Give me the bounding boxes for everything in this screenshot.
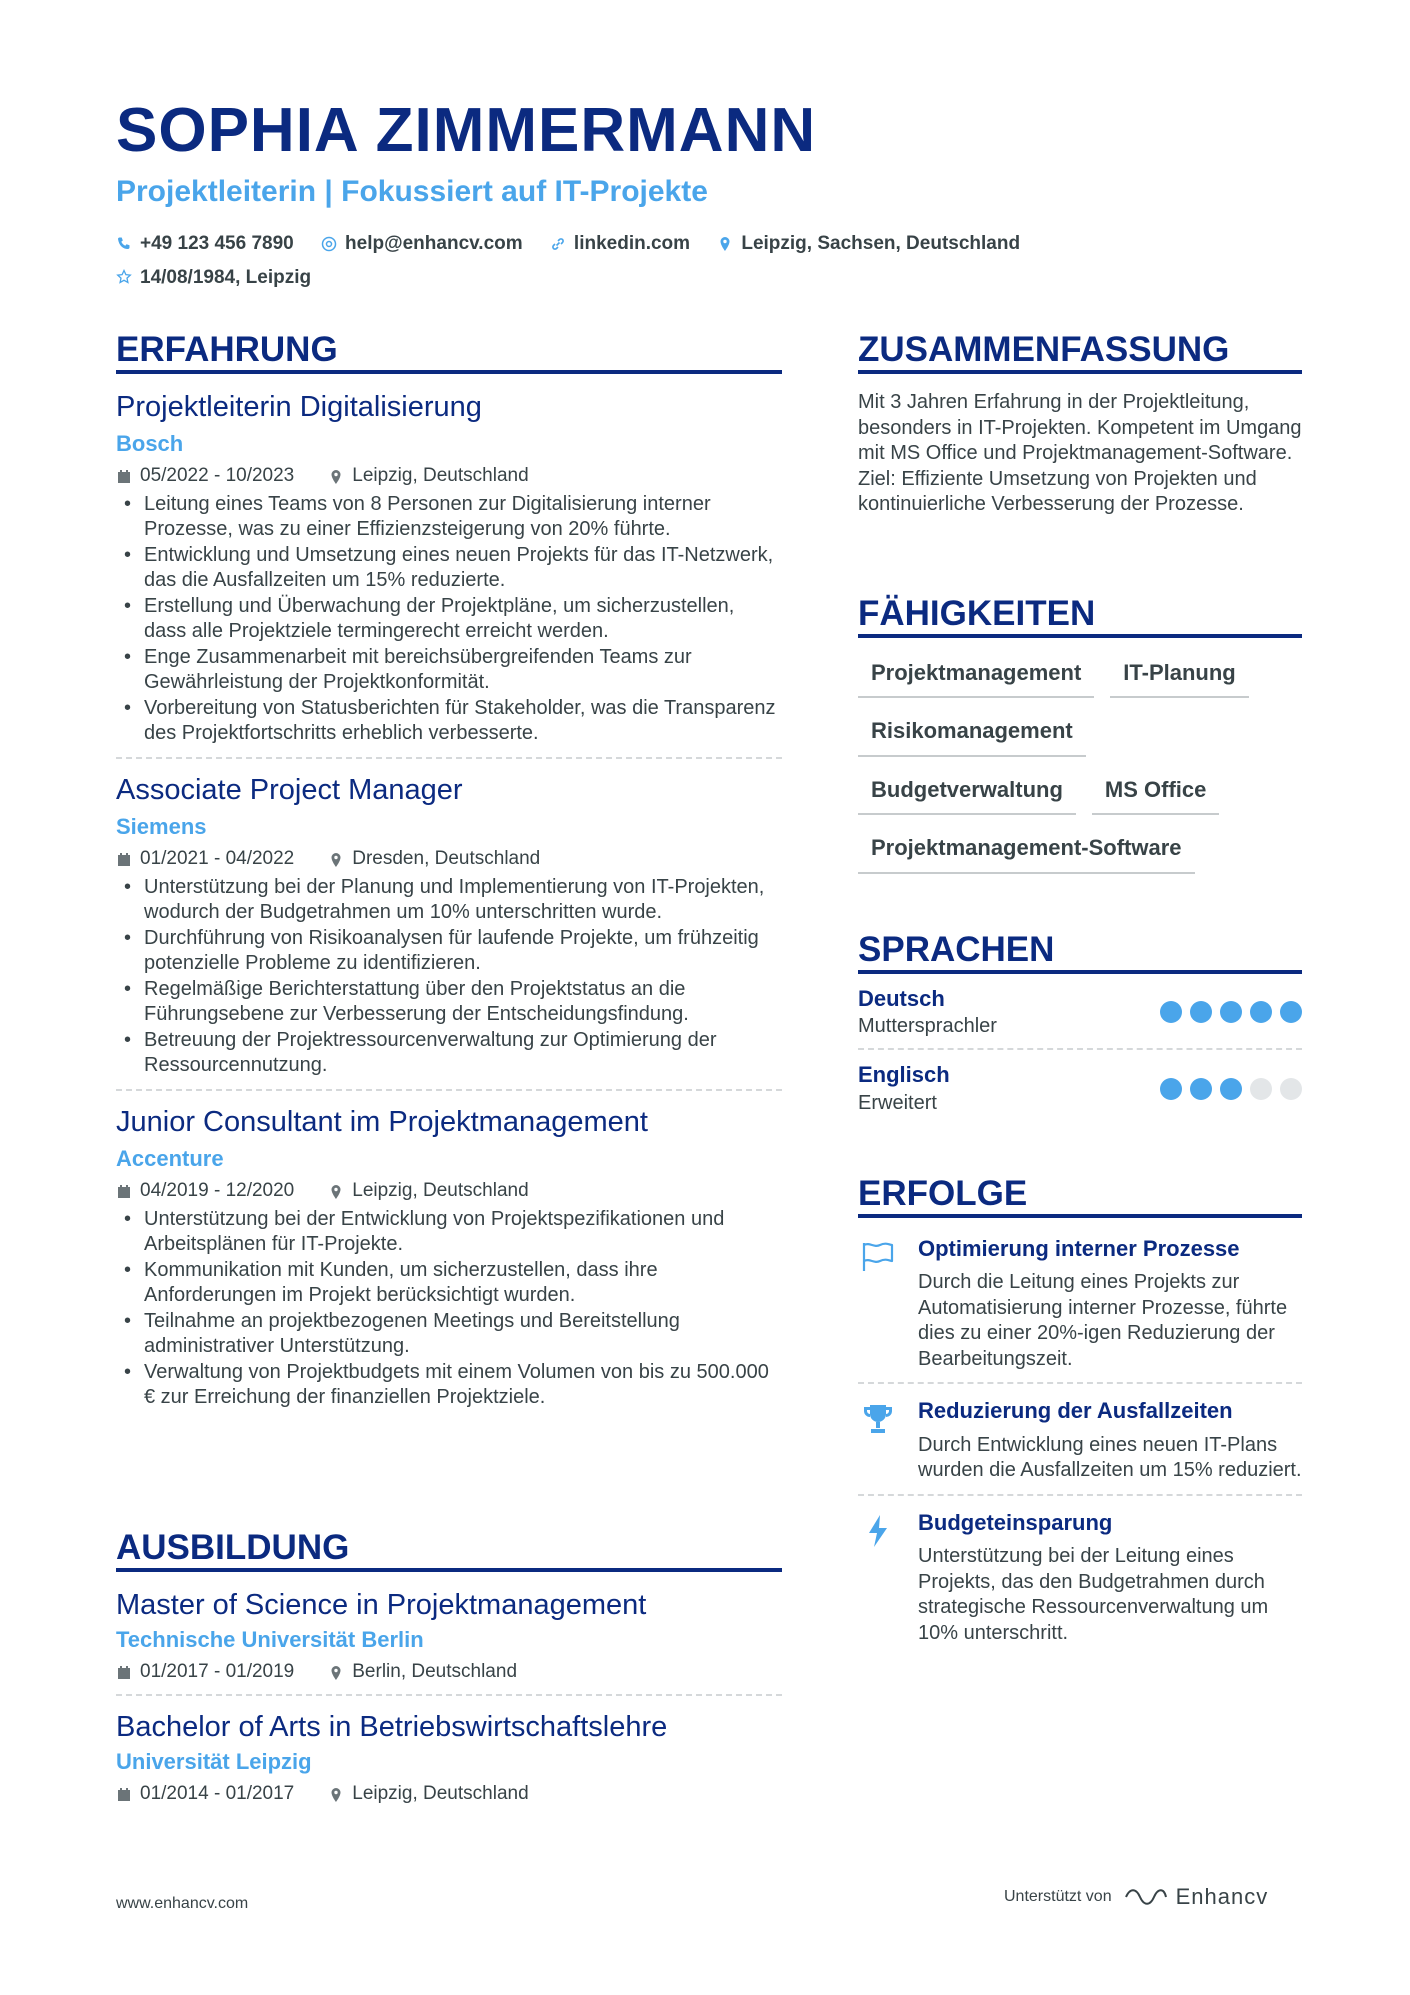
education-location: Leipzig, Deutschland — [352, 1783, 529, 1805]
section-rule — [858, 634, 1302, 638]
achievement-title: Budgeteinsparung — [918, 1509, 1113, 1535]
language-name: Deutsch — [858, 986, 945, 1011]
enhancv-logo-icon — [1124, 1884, 1168, 1910]
divider — [116, 757, 782, 759]
achievement-item — [858, 1510, 1302, 1646]
experience-section — [116, 390, 782, 1411]
bullet-item: • Verwaltung von Projektbudgets mit einem Volumen von bis zu 500.000 € zur Erreichung der finanziellen Projektziele. — [116, 1360, 782, 1411]
achievements-section — [858, 1236, 1302, 1646]
link-icon — [550, 236, 566, 252]
job-location: Leipzig, Deutschland — [352, 465, 529, 487]
bullet-item: • Betreuung der Projektressourcenverwaltung zur Optimierung der Ressourcennutzung. — [116, 1028, 782, 1079]
contact-email-text: help@enhancv.com — [345, 233, 523, 254]
calendar-icon — [116, 1787, 132, 1803]
divider — [858, 1494, 1302, 1496]
education-location: Berlin, Deutschland — [352, 1661, 518, 1683]
job-title: Associate Project Manager — [116, 773, 463, 806]
trophy-icon — [858, 1398, 898, 1483]
flag-icon — [858, 1236, 898, 1372]
school-name: Universität Leipzig — [116, 1748, 312, 1774]
contact-location-text: Leipzig, Sachsen, Deutschland — [741, 233, 1021, 254]
skill-tag: Projektmanagement-Software — [858, 831, 1195, 873]
experience-entry — [116, 1105, 782, 1411]
degree-title: Master of Science in Projektmanagement — [116, 1589, 647, 1621]
rating-dot-filled — [1220, 1078, 1242, 1100]
education-entry — [116, 1710, 782, 1806]
bullet-item: • Entwicklung und Umsetzung eines neuen Projekts für das IT-Netzwerk, das die Ausfallzeiten um 15% reduzierte. — [116, 543, 782, 594]
language-level: Erweitert — [858, 1091, 937, 1114]
rating-dot-filled — [1190, 1078, 1212, 1100]
education-meta — [116, 1661, 782, 1684]
rating-dot-empty — [1280, 1078, 1302, 1100]
job-meta — [116, 465, 782, 488]
education-section — [116, 1588, 782, 1806]
location-icon — [328, 1184, 344, 1200]
section-title-education: AUSBILDUNG — [116, 1528, 350, 1567]
bullet-item: • Erstellung und Überwachung der Projektpläne, um sicherzustellen, dass alle Projektziele termingerecht erreicht werden. — [116, 594, 782, 645]
location-icon — [328, 1665, 344, 1681]
bullet-item: • Teilnahme an projektbezogenen Meetings und Bereitstellung administrativer Unterstützung. — [116, 1309, 782, 1360]
language-rating — [1152, 1001, 1302, 1023]
rating-dot-filled — [1250, 1001, 1272, 1023]
phone-icon — [116, 236, 132, 252]
star-icon — [116, 269, 132, 285]
skill-tag: IT-Planung — [1110, 656, 1248, 698]
rating-dot-filled — [1190, 1001, 1212, 1023]
contact-birth — [116, 262, 311, 293]
bullet-item: • Vorbereitung von Statusberichten für Stakeholder, was die Transparenz des Projektfortschritts erheblich verbesserte. — [116, 696, 782, 747]
section-rule — [858, 970, 1302, 974]
language-item — [858, 986, 1302, 1038]
language-item — [858, 1062, 1302, 1114]
language-name: Englisch — [858, 1062, 950, 1088]
company-name: Bosch — [116, 430, 184, 456]
section-rule — [858, 1214, 1302, 1218]
section-rule — [116, 370, 782, 374]
experience-entry — [116, 773, 782, 1079]
rating-dot-empty — [1250, 1078, 1272, 1100]
achievement-title: Reduzierung der Ausfallzeiten — [918, 1398, 1233, 1424]
job-bullets — [116, 875, 782, 1079]
calendar-icon — [116, 1184, 132, 1200]
school-name: Technische Universität Berlin — [116, 1626, 424, 1652]
bullet-item: • Leitung eines Teams von 8 Personen zur Digitalisierung interner Prozesse, was zu einer Effizienzsteigerung von 20% führte. — [116, 492, 782, 543]
languages-section — [858, 986, 1302, 1115]
job-title: Junior Consultant im Projektmanagement — [116, 1105, 648, 1138]
education-dates: 01/2017 - 01/2019 — [140, 1661, 295, 1683]
footer-branding[interactable] — [1004, 1884, 1268, 1910]
contact-linkedin-text: linkedin.com — [573, 233, 691, 254]
footer-website[interactable]: www.enhancv.com — [116, 1895, 249, 1912]
bullet-item: • Kommunikation mit Kunden, um sicherzustellen, dass ihre Anforderungen im Projekt berücksichtigt wurden. — [116, 1258, 782, 1309]
company-name: Siemens — [116, 813, 207, 839]
calendar-icon — [116, 1665, 132, 1681]
job-dates: 01/2021 - 04/2022 — [140, 848, 295, 870]
skills-list — [858, 656, 1302, 890]
bullet-item: • Unterstützung bei der Entwicklung von Projektspezifikationen und Arbeitsplänen für IT-Projekte. — [116, 1207, 782, 1258]
lightning-icon — [858, 1510, 898, 1646]
headline: Projektleiterin | Fokussiert auf IT-Projekte — [116, 175, 708, 208]
job-dates: 05/2022 - 10/2023 — [140, 465, 295, 487]
summary-text: Mit 3 Jahren Erfahrung in der Projektleitung, besonders in IT-Projekten. Kompetent im Umgang mit MS Office und Projektmanagement-Software. Ziel: Effiziente Umsetzung von Projekten und kontinuierliche Verbesserung der Prozesse. — [858, 391, 1302, 515]
achievement-item — [858, 1236, 1302, 1372]
brand-name: Enhancv — [1175, 1884, 1269, 1909]
divider — [116, 1694, 782, 1696]
language-level: Muttersprachler — [858, 1015, 997, 1038]
powered-by-label: Unterstützt von — [1004, 1888, 1112, 1905]
contact-birth-text: 14/08/1984, Leipzig — [140, 266, 312, 288]
bullet-item: • Unterstützung bei der Planung und Implementierung von IT-Projekten, wodurch der Budgetrahmen um 10% unterschritten wurde. — [116, 875, 782, 926]
divider — [116, 1089, 782, 1091]
bullet-item: • Regelmäßige Berichterstattung über den Projektstatus an die Führungsebene zur Verbesserung der Entscheidungsfindung. — [116, 977, 782, 1028]
contact-linkedin[interactable] — [550, 228, 690, 259]
rating-dot-filled — [1280, 1001, 1302, 1023]
section-title-languages: SPRACHEN — [858, 930, 1055, 969]
contact-phone-text: +49 123 456 7890 — [140, 233, 294, 254]
skill-tag: Budgetverwaltung — [858, 773, 1076, 815]
education-meta — [116, 1783, 782, 1806]
experience-entry — [116, 390, 782, 747]
contact-email[interactable] — [321, 228, 523, 259]
section-title-experience: ERFAHRUNG — [116, 330, 338, 369]
job-meta — [116, 848, 782, 871]
job-dates: 04/2019 - 12/2020 — [140, 1180, 295, 1202]
skill-tag: Risikomanagement — [858, 714, 1086, 756]
job-location: Leipzig, Deutschland — [352, 1180, 529, 1202]
divider — [858, 1382, 1302, 1384]
achievement-item — [858, 1398, 1302, 1483]
divider — [858, 1048, 1302, 1050]
skill-tag: Projektmanagement — [858, 656, 1094, 698]
education-entry — [116, 1588, 782, 1684]
company-name: Accenture — [116, 1145, 224, 1171]
skill-tag: MS Office — [1092, 773, 1219, 815]
job-bullets — [116, 1207, 782, 1411]
section-title-skills: FÄHIGKEITEN — [858, 594, 1096, 633]
contact-list — [116, 228, 1116, 295]
achievement-description: Unterstützung bei der Leitung eines Projekts, das den Budgetrahmen durch strategische Ressourcenverwaltung um 10% unterschritt. — [918, 1545, 1269, 1644]
location-icon — [328, 469, 344, 485]
calendar-icon — [116, 469, 132, 485]
job-bullets — [116, 492, 782, 747]
contact-phone[interactable] — [116, 228, 294, 259]
section-rule — [116, 1568, 782, 1572]
at-icon — [321, 236, 337, 252]
job-location: Dresden, Deutschland — [352, 848, 541, 870]
section-title-achievements: ERFOLGE — [858, 1174, 1028, 1213]
contact-location — [717, 228, 1020, 259]
education-dates: 01/2014 - 01/2017 — [140, 1783, 295, 1805]
achievement-description: Durch die Leitung eines Projekts zur Automatisierung interner Prozesse, führte dies zu einer 20%-igen Reduzierung der Bearbeitungszeit. — [918, 1271, 1288, 1370]
bullet-item: • Enge Zusammenarbeit mit bereichsübergreifenden Teams zur Gewährleistung der Projektkonformität. — [116, 645, 782, 696]
section-title-summary: ZUSAMMENFASSUNG — [858, 330, 1230, 369]
achievement-title: Optimierung interner Prozesse — [918, 1236, 1240, 1261]
location-icon — [328, 852, 344, 868]
rating-dot-filled — [1160, 1078, 1182, 1100]
job-meta — [116, 1180, 782, 1203]
location-icon — [328, 1787, 344, 1803]
degree-title: Bachelor of Arts in Betriebswirtschaftslehre — [116, 1710, 668, 1743]
calendar-icon — [116, 852, 132, 868]
rating-dot-filled — [1160, 1001, 1182, 1023]
location-icon — [717, 236, 733, 252]
rating-dot-filled — [1220, 1001, 1242, 1023]
language-rating — [1152, 1078, 1302, 1100]
job-title: Projektleiterin Digitalisierung — [116, 391, 482, 423]
candidate-name: SOPHIA ZIMMERMANN — [116, 96, 817, 165]
bullet-item: • Durchführung von Risikoanalysen für laufende Projekte, um frühzeitig potenzielle Probleme zu identifizieren. — [116, 926, 782, 977]
section-rule — [858, 370, 1302, 374]
achievement-description: Durch Entwicklung eines neuen IT-Plans wurden die Ausfallzeiten um 15% reduziert. — [918, 1433, 1302, 1482]
